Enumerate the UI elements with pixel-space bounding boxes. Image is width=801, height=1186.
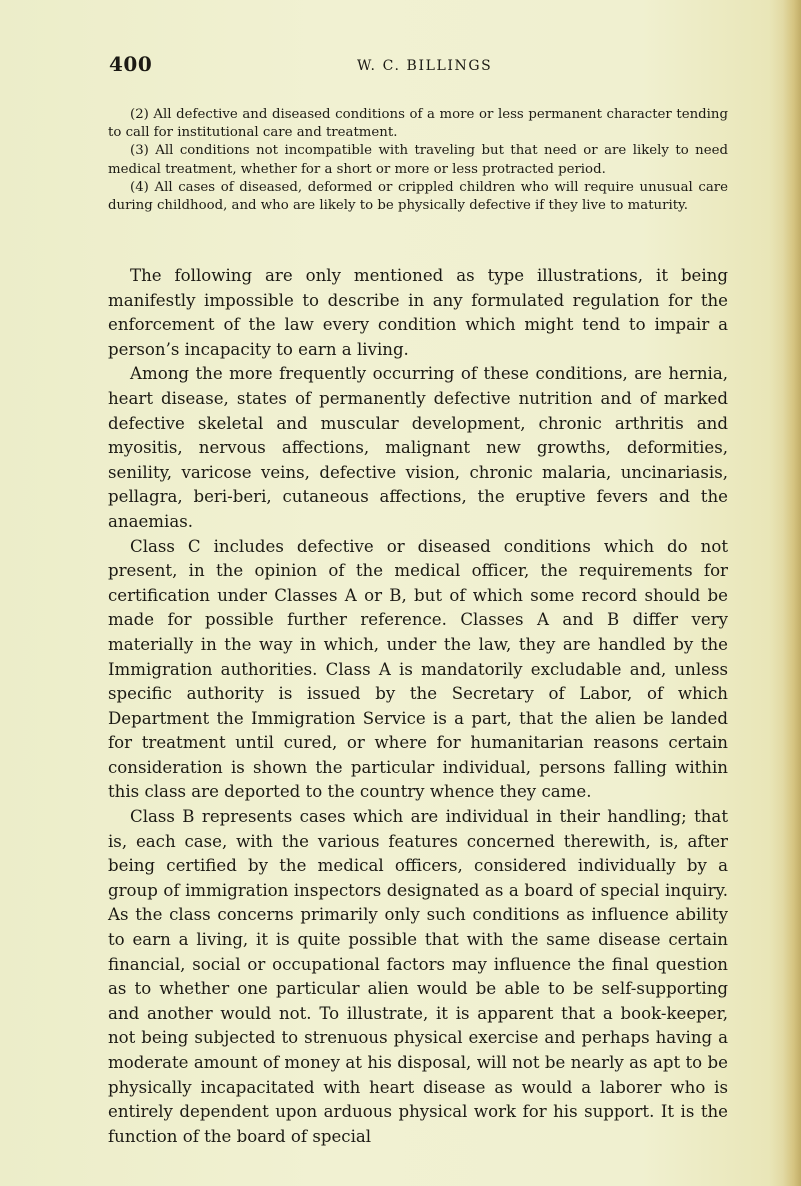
paragraph: Among the more frequently occurring of these conditions, are hernia, heart disease, states of permanently defective nutrition and of marked defective skeletal and muscular development, chronic arthritis and myositis, nervous affections, malignant new growths, deformities, senility, varicose veins, defective vision, chronic malaria, uncinariasis, pellagra, beri-beri, cutaneous affections, the eruptive fevers and the anaemias.: [108, 364, 728, 531]
paragraph: The following are only mentioned as type illustrations, it being manifestly impossible to describe in any formulated regulation for the enforcement of the law every condition which might tend to impair a person’s incapacity to earn a living.: [108, 266, 728, 359]
list-block: [108, 106, 728, 215]
page-edge: [783, 0, 801, 1186]
paragraph: Class C includes defective or diseased conditions which do not present, in the opinion of the medical officer, the requirements for certification under Classes A or B, but of which some record should be made for possible further reference. Classes A and B differ very materially in the way in which, under the law, they are handled by the Immigration authorities. Class A is mandatorily excludable and, unless specific authority is issued by the Secretary of Labor, of which Department the Immigration Service is a part, that the alien be landed for treatment until cured, or where for humanitarian reasons certain consideration is shown the particular individual, persons falling within this class are deported to the country whence they came.: [108, 536, 728, 802]
body-text: [108, 264, 728, 1149]
list-item: (3) All conditions not incompatible with traveling but that need or are likely to need medical treatment, whether for a short or more or less protracted period.: [108, 143, 728, 177]
page-number: 400: [109, 52, 153, 76]
list-item: (4) All cases of diseased, deformed or crippled children who will require unusual care during childhood, and who are likely to be physically defective if they live to maturity.: [108, 179, 728, 214]
paragraph: Class B represents cases which are individual in their handling; that is, each case, with the various features concerned therewith, is, after being certified by the medical officers, considered individually by a group of immigration inspectors designated as a board of special inquiry. As the class concerns primarily only such conditions as influence ability to earn a living, it is quite possible that with the same disease certain financial, social or occupational factors may influence the final question as to whether one particular alien would be able to be self-supporting and another would not. To illustrate, it is apparent that a book-keeper, not being subjected to strenuous physical exercise and perhaps having a moderate amount of money at his disposal, will not be nearly as apt to be physically incapacitated with heart disease as would a laborer who is entirely dependent upon arduous physical work for his support. It is the function of the board of special: [108, 807, 728, 1146]
running-head: W. C. BILLINGS: [357, 58, 493, 74]
list-item: (2) All defective and diseased conditions of a more or less permanent character tending to call for institutional care and treatment.: [108, 107, 728, 141]
page-header: [109, 52, 729, 78]
